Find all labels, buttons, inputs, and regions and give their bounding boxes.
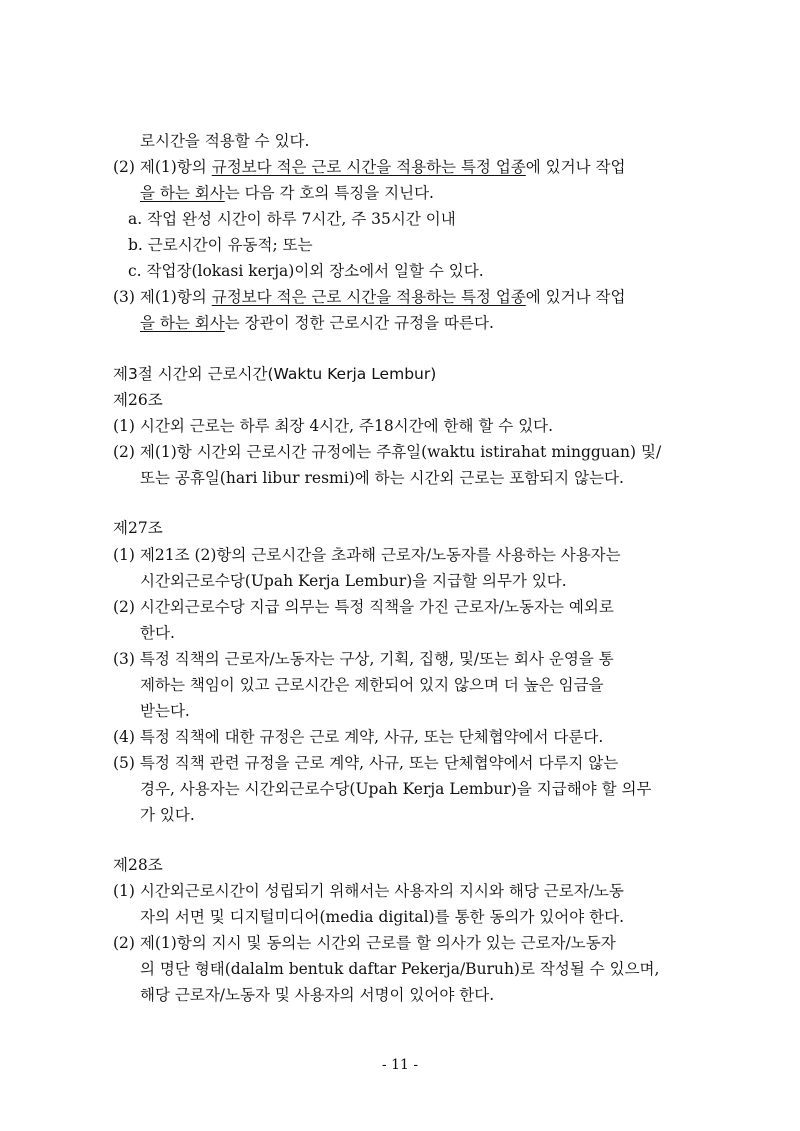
underlined-text: 규정보다 적은 근로 시간을 적용하는 특정 업종 [211,158,526,176]
underlined-text: 을 하는 회사 [140,184,225,202]
art26-item2-line2: 또는 공휴일(hari libur resmi)에 하는 시간외 근로는 포함되지 않는다. [140,469,624,487]
art26-item1: (1) 시간외 근로는 하루 최장 4시간, 주18시간에 한해 할 수 있다. [113,417,554,435]
text: 에 있거나 작업 [525,288,626,306]
art27-title: 제27조 [113,519,163,537]
page-number: - 11 - [381,1057,419,1073]
art25-item2-line2 [140,183,434,203]
art25-sub-b: b. 근로시간이 유동적; 또는 [128,236,313,254]
art27-item5-line2: 경우, 사용자는 시간외근로수당(Upah Kerja Lembur)을 지급해야 할 의무 [140,780,652,798]
art25-sub-a: a. 작업 완성 시간이 하루 7시간, 주 35시간 이내 [128,210,456,228]
art28-title: 제28조 [113,856,163,874]
art25-item3-line1 [113,287,625,307]
continuation-text: 로시간을 적용할 수 있다. [140,132,310,150]
art25-item3-line2 [140,313,494,333]
text: 제(1)항의 [139,158,212,176]
underlined-text: 규정보다 적은 근로 시간을 적용하는 특정 업종 [211,288,526,306]
section-heading: 제3절 시간외 근로시간(Waktu Kerja Lembur) [113,365,437,383]
art27-item2-line1: (2) 시간외근로수당 지급 의무는 특정 직책을 가진 근로자/노동자는 예외로 [113,598,614,616]
art28-item2-line2: 의 명단 형태(dalalm bentuk daftar Pekerja/Buruh)로 작성될 수 있으며, [140,960,660,978]
art27-item3-line1: (3) 특정 직책의 근로자/노동자는 구상, 기획, 집행, 및/또는 회사 운영을 통 [113,650,614,668]
art27-item3-line2: 제하는 책임이 있고 근로시간은 제한되어 있지 않으며 더 높은 임금을 [140,676,604,694]
art27-item4: (4) 특정 직책에 대한 규정은 근로 계약, 사규, 또는 단체협약에서 다룬다. [113,728,604,746]
art27-item3-line3: 받는다. [140,702,190,720]
text: 에 있거나 작업 [525,158,626,176]
art28-item1-line2: 자의 서면 및 디지털미디어(media digital)를 통한 동의가 있어야 한다. [140,908,625,926]
art25-sub-c: c. 작업장(lokasi kerja)이외 장소에서 일할 수 있다. [128,262,484,280]
art26-title: 제26조 [113,391,163,409]
art27-item1-line1: (1) 제21조 (2)항의 근로시간을 초과해 근로자/노동자를 사용하는 사용자는 [113,546,621,564]
art27-item5-line3: 가 있다. [140,806,195,824]
underlined-text: 을 하는 회사 [140,314,225,332]
item-number: (2) [113,158,135,176]
art28-item2-line3: 해당 근로자/노동자 및 사용자의 서명이 있어야 한다. [140,986,495,1004]
art27-item1-line2: 시간외근로수당(Upah Kerja Lembur)을 지급할 의무가 있다. [140,572,567,590]
art26-item2-line1: (2) 제(1)항 시간외 근로시간 규정에는 주휴일(waktu istirahat mingguan) 및/ [113,443,662,461]
art28-item1-line1: (1) 시간외근로시간이 성립되기 위해서는 사용자의 지시와 해당 근로자/노동 [113,882,624,900]
art28-item2-line1: (2) 제(1)항의 지시 및 동의는 시간외 근로를 할 의사가 있는 근로자/노동자 [113,934,616,952]
art25-item2-line1 [113,157,625,177]
text: 제(1)항의 [139,288,212,306]
item-number: (3) [113,288,135,306]
art27-item5-line1: (5) 특정 직책 관련 규정을 근로 계약, 사규, 또는 단체협약에서 다루지 않는 [113,754,619,772]
art27-item2-line2: 한다. [140,624,175,642]
text: 는 장관이 정한 근로시간 규정을 따른다. [224,314,494,332]
text: 는 다음 각 호의 특징을 지닌다. [224,184,434,202]
